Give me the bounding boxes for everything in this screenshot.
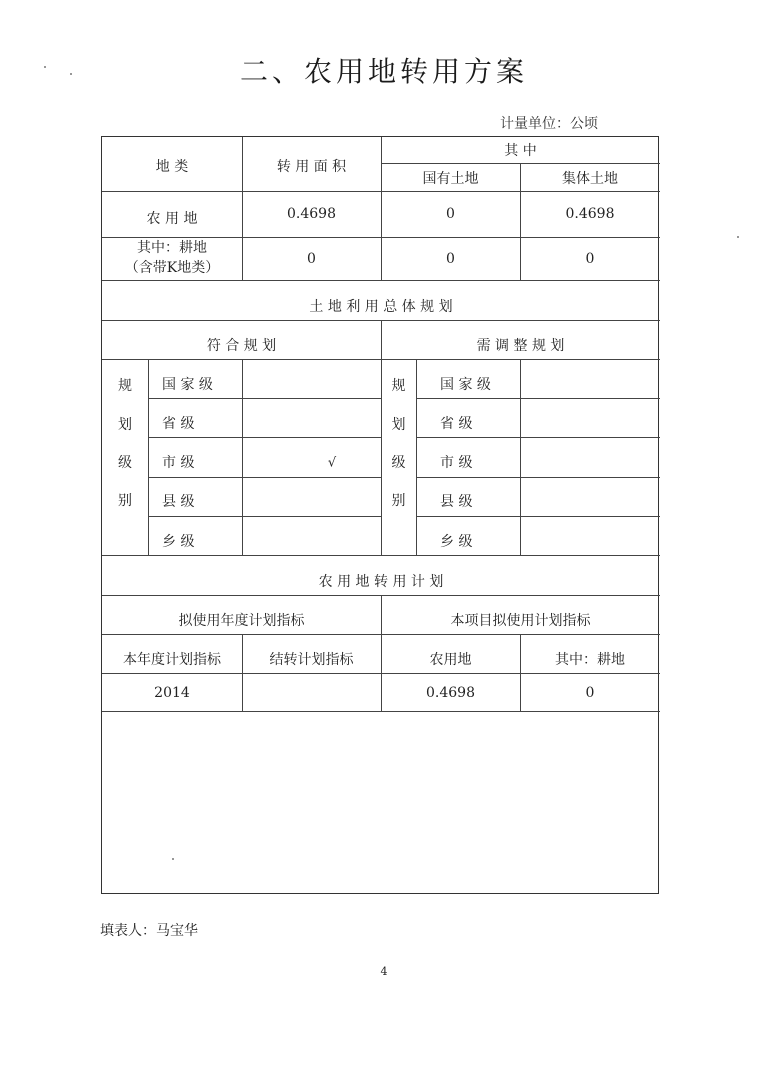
value-agricultural: 0.4698 — [426, 685, 475, 701]
row-agricultural-label: 农 用 地 — [146, 211, 198, 227]
row-cultivated-label-line2: （含带K地类） — [124, 260, 220, 276]
header-conversion-area: 转 用 面 积 — [276, 159, 347, 175]
level-label-char: 划 — [391, 417, 406, 433]
adjust-level-township: 乡 级 — [440, 534, 473, 550]
page-title: 二、农用地转用方案 — [239, 55, 528, 88]
header-among: 其 中 — [504, 143, 537, 159]
overall-plan-title: 土 地 利 用 总 体 规 划 — [309, 299, 453, 315]
page-number: 4 — [380, 965, 388, 978]
adjust-plan-title: 需 调 整 规 划 — [476, 338, 565, 354]
conform-level-municipal: 市 级 — [162, 455, 195, 471]
scan-speck — [70, 73, 72, 75]
subheader-cultivated: 其中：耕地 — [555, 652, 625, 668]
adjust-level-provincial: 省 级 — [440, 416, 473, 432]
header-category: 地 类 — [155, 159, 189, 175]
level-label-char: 级 — [118, 455, 132, 471]
land-conversion-table — [101, 136, 659, 894]
level-label-char: 别 — [118, 493, 132, 509]
subheader-annual-indicator: 本年度计划指标 — [123, 652, 221, 668]
row-cultivated-label-line1: 其中：耕地 — [137, 240, 207, 256]
row-agricultural-collective: 0.4698 — [565, 206, 615, 222]
conform-mark-municipal: √ — [327, 455, 337, 471]
conform-level-national: 国 家 级 — [162, 377, 213, 393]
row-agricultural-area: 0.4698 — [287, 206, 336, 222]
adjust-level-national: 国 家 级 — [440, 377, 491, 393]
row-cultivated-collective: 0 — [585, 251, 595, 267]
header-state-land: 国有土地 — [422, 171, 479, 187]
scan-speck — [44, 66, 46, 68]
form-filler: 填表人：马宝华 — [100, 923, 198, 939]
level-label-char: 别 — [391, 493, 406, 509]
subheader-carryover-indicator: 结转计划指标 — [269, 652, 354, 668]
planned-indicator-title: 拟使用年度计划指标 — [178, 613, 305, 629]
scan-speck — [172, 858, 174, 860]
level-label-char: 规 — [391, 378, 406, 394]
value-cultivated: 0 — [585, 685, 595, 701]
conversion-plan-title: 农 用 地 转 用 计 划 — [318, 574, 444, 590]
conform-level-township: 乡 级 — [162, 534, 195, 550]
adjust-level-county: 县 级 — [440, 494, 473, 510]
conform-level-county: 县 级 — [162, 494, 195, 510]
row-cultivated-area: 0 — [307, 251, 316, 267]
header-collective-land: 集体土地 — [562, 171, 618, 187]
subheader-agricultural: 农用地 — [429, 652, 472, 668]
level-label-char: 级 — [391, 455, 406, 471]
project-indicator-title: 本项目拟使用计划指标 — [450, 613, 591, 629]
level-label-char: 划 — [118, 417, 132, 433]
conform-level-provincial: 省 级 — [162, 416, 195, 432]
value-annual-indicator: 2014 — [154, 685, 190, 701]
unit-label: 计量单位：公顷 — [500, 116, 598, 132]
adjust-level-municipal: 市 级 — [440, 455, 473, 471]
conform-plan-title: 符 合 规 划 — [206, 338, 277, 354]
scan-speck — [737, 236, 739, 238]
row-agricultural-state: 0 — [446, 206, 455, 222]
row-cultivated-state: 0 — [446, 251, 455, 267]
level-label-char: 规 — [118, 378, 132, 394]
